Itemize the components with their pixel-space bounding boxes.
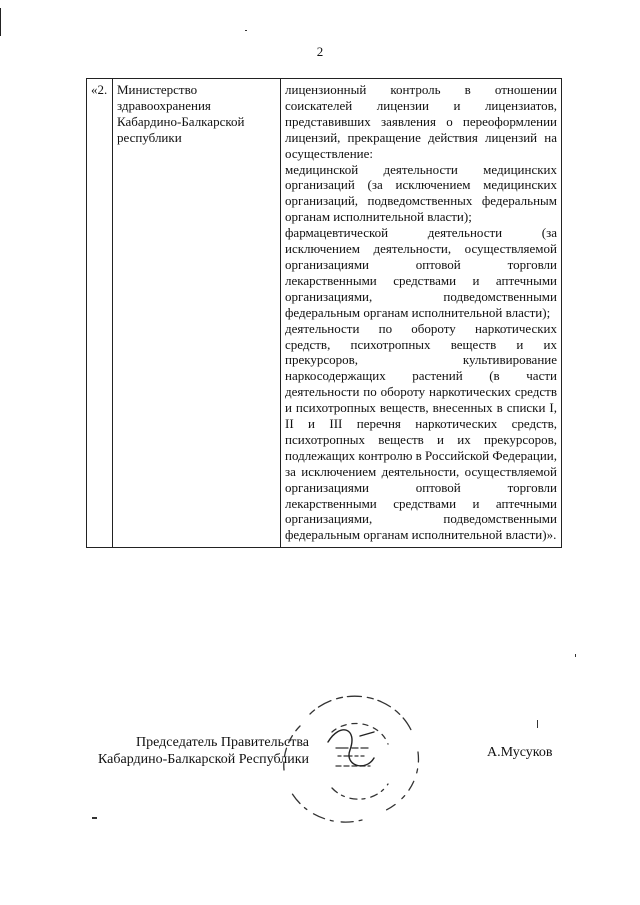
stray-scan-mark xyxy=(575,654,576,657)
row-number: «2. xyxy=(91,82,108,97)
official-seal-stamp xyxy=(270,692,430,827)
stray-scan-mark xyxy=(92,817,97,819)
signer-position-line1: Председатель Правительства xyxy=(136,735,309,750)
row-number-cell xyxy=(87,79,113,548)
signer-name: А.Мусуков xyxy=(487,745,553,760)
activity-paragraph-intro: лицензионный контроль в отношении соискателей лицензии и лицензиатов, представивших заявления о переоформлении лицензий, прекращение действия лицензий на осуществление: xyxy=(285,82,557,161)
activity-paragraph-narcotics: деятельности по обороту наркотических средств, психотропных веществ и их прекурсоров, культивирование наркосодержащих растений (в части деятельности по обороту наркотических средств и психотропных веществ, внесенных в списки I, II и III перечня наркотических средств, психотропных веществ и их прекурсоров, подлежащих контролю в Российской Федерации, за исключением деятельности, осуществляемой организациями оптовой торговли лекарственными средствами и аптечными организациями, подведомственными федеральным органам исполнительной власти)». xyxy=(285,320,558,543)
activity-cell xyxy=(281,79,562,548)
activity-paragraph-pharmaceutical: фармацевтической деятельности (за исключением деятельности, осуществляемой организациями оптовой торговли лекарственными средствами и аптечными организациями, подведомственными федеральным органам исполнительной власти); xyxy=(285,225,557,320)
stray-scan-mark xyxy=(537,720,538,728)
signer-position-line2: Кабардино-Балкарской Республики xyxy=(98,752,309,767)
scan-edge-mark xyxy=(0,8,1,36)
page-number: 2 xyxy=(316,44,324,59)
table-row xyxy=(87,79,562,548)
stray-scan-mark xyxy=(245,30,247,31)
activity-paragraph-medical: медицинской деятельности медицинских организаций (за исключением медицинских организаций, подведомственных федеральным органам исполнительной власти); xyxy=(285,161,557,225)
organization-cell xyxy=(113,79,281,548)
decree-table xyxy=(86,78,562,548)
organization-name: Министерство здравоохранения Кабардино-Балкарской республики xyxy=(117,82,245,145)
